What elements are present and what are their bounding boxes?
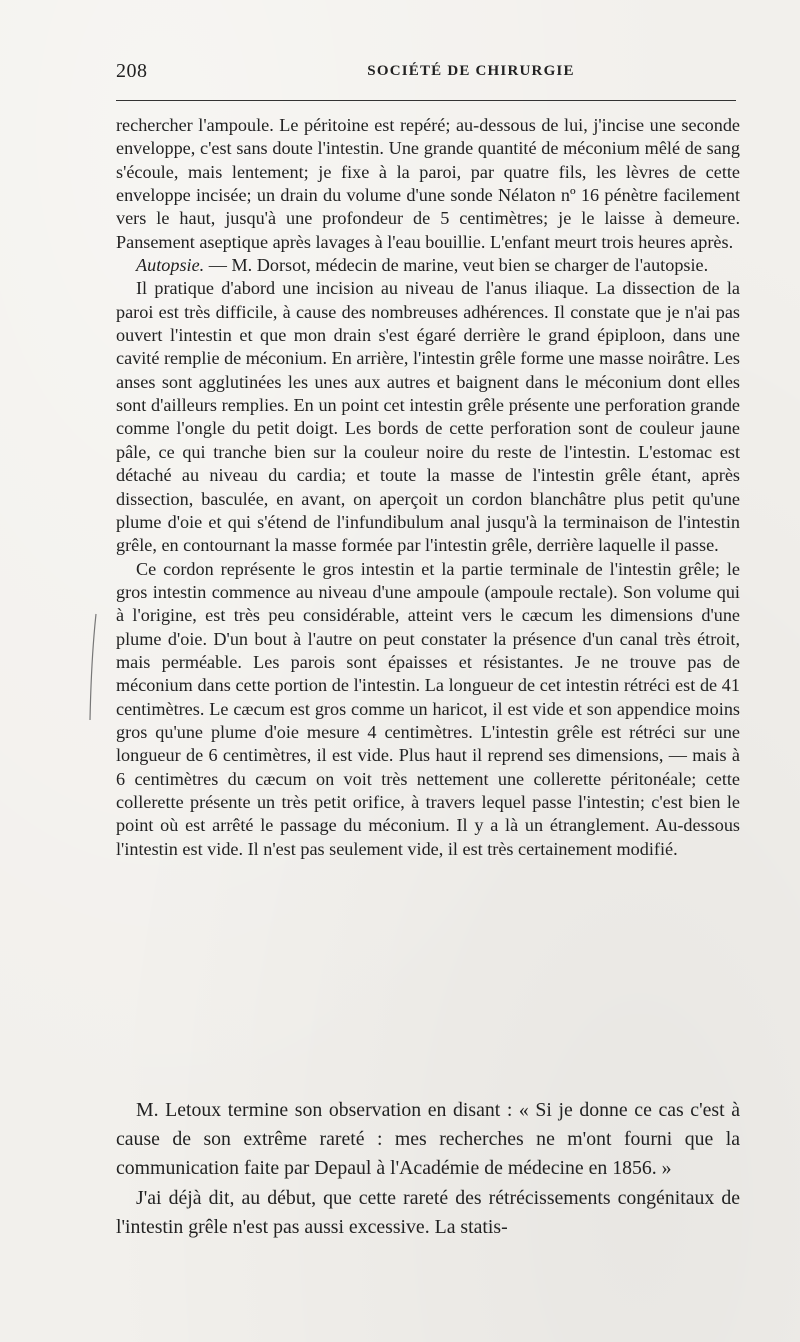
paragraph-dissection: Il pratique d'abord une incision au niveau de l'anus iliaque. La dissection de la paroi est très difficile, à cause des nombreuses adhérences. Il constate que je n'ai pas ouvert l'intestin et que mon drain s'est égaré derrière le grand épiploon, dans une cavité remplie de méconium. En arrière, l'intestin grêle forme une masse noirâtre. Les anses sont agglutinées les unes aux autres et baignent dans le méconium dont elles sont d'ailleurs remplies. En un point cet intestin grêle présente une perforation grande comme l'ongle du petit doigt. Les bords de cette perforation sont de couleur jaune pâle, ce qui tranche bien sur la couleur noire du reste de l'intestin. L'estomac est détaché au niveau du cardia; et toute la masse de l'intestin grêle étant, après dissection, basculée, en avant, on aperçoit un cordon blanchâtre plus petit qu'une plume d'oie et qui s'étend de l'infundibulum anal jusqu'à la terminaison de l'intestin grêle, en contournant la masse formée par l'intestin grêle, derrière laquelle il passe.	[116, 278, 740, 556]
closing-text	[116, 1096, 740, 1242]
margin-pencil-mark	[86, 612, 100, 722]
autopsie-intro: — M. Dorsot, médecin de marine, veut bien se charger de l'autopsie.	[204, 255, 709, 276]
page-number: 208	[116, 60, 148, 82]
running-title: SOCIÉTÉ DE CHIRURGIE	[367, 63, 575, 79]
page-header	[116, 60, 736, 88]
paragraph-autopsie	[116, 254, 740, 277]
autopsie-heading: Autopsie.	[136, 255, 205, 276]
paragraph-cordon: Ce cordon représente le gros intestin et la partie terminale de l'intestin grêle; le gros intestin commence au niveau d'une ampoule (ampoule rectale). Son volume qui à l'origine, est très peu considérable, atteint vers le cæcum les dimensions d'une plume d'oie. D'un bout à l'autre on peut constater la présence d'un canal très étroit, mais perméable. Les parois sont épaisses et résistantes. Je ne trouve pas de méconium dans cette portion de l'intestin. La longueur de cet intestin rétréci est de 41 centimètres. Le cæcum est gros comme un haricot, il est vide et son appendice moins gros qu'une plume d'oie mesure 4 centimètres. L'intestin grêle est rétréci sur une longueur de 6 centimètres, il est vide. Plus haut il reprend ses dimensions, — mais à 6 centimètres du cæcum on voit très nettement une collerette péritonéale; cette collerette présente un très petit orifice, à travers lequel passe l'intestin; c'est bien le point où est arrêté le passage du méconium. Il y a là un étranglement. Au-dessous l'intestin est vide. Il n'est pas seulement vide, il est très certainement modifié.	[116, 558, 740, 859]
paragraph-letoux: M. Letoux termine son observation en disant : « Si je donne ce cas c'est à cause de son extrême rareté : mes recherches ne m'ont fourni que la communication faite par Depaul à l'Académie de médecine en 1856. »	[116, 1099, 740, 1180]
main-body-text	[116, 114, 740, 861]
header-rule	[116, 100, 736, 101]
paragraph-rarete: J'ai déjà dit, au début, que cette rareté des rétrécissements congénitaux de l'intestin grêle n'est pas aussi excessive. La statis-	[116, 1186, 740, 1238]
paragraph-procedure: rechercher l'ampoule. Le péritoine est repéré; au-dessous de lui, j'incise une seconde enveloppe, c'est sans doute l'intestin. Une grande quantité de méconium mêlé de sang s'écoule, mais lentement; je fixe à la paroi, par quatre fils, les lèvres de cette enveloppe incisée; un drain du volume d'une sonde Nélaton nº 16 pénètre facilement vers le haut, jusqu'à une profondeur de 5 centimètres; je le laisse à demeure. Pansement aseptique après lavages à l'eau bouillie. L'enfant meurt trois heures après.	[116, 115, 740, 252]
